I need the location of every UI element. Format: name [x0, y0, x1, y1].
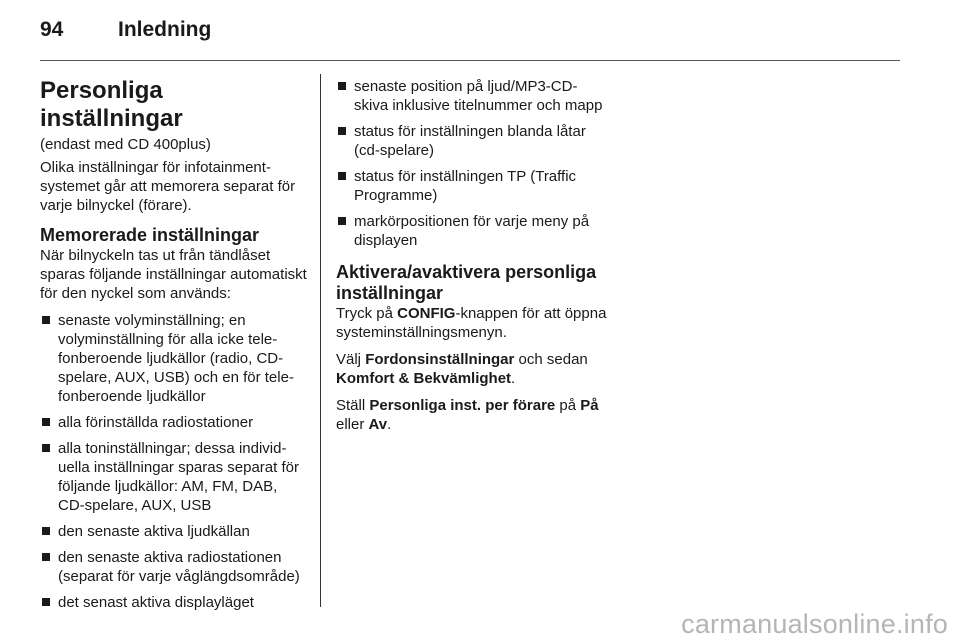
- subsection-title: Memorerade inställningar: [40, 225, 260, 245]
- option-on: På: [580, 397, 599, 414]
- list-item: den senaste aktiva ljudkällan: [40, 522, 308, 541]
- list-item: det senast aktiva displayläget: [40, 593, 308, 612]
- square-bullet-icon: [42, 444, 50, 452]
- list-item: senaste position på ljud/MP3-CD-skiva inklusive titelnummer och mapp: [336, 77, 608, 115]
- left-column: [40, 77, 308, 619]
- list-item: den senaste aktiva radiostationen (separat för varje våglängdsområde): [40, 548, 308, 586]
- section-intro: Olika inställningar för infotainmentsystemet går att memorera separat för varje bilnyckel (förare).: [40, 159, 296, 214]
- column-divider: [320, 74, 321, 607]
- square-bullet-icon: [42, 527, 50, 535]
- menu-personal-settings: Personliga inst. per förare: [369, 397, 556, 414]
- list-item: alla toninställningar; dessa individuella inställningar sparas separat för följande ljudkällor: AM, FM, DAB, CD-spelare, AUX, USB: [40, 439, 308, 515]
- page-number: 94: [40, 18, 64, 41]
- activate-subsection-title: Aktivera/avaktivera personliga inställningar: [336, 262, 597, 303]
- list-item: markörpositionen för varje meny på displayen: [336, 212, 608, 250]
- square-bullet-icon: [42, 316, 50, 324]
- section-note: (endast med CD 400plus): [40, 136, 211, 153]
- menu-vehicle-settings: Fordonsinställningar: [365, 351, 515, 368]
- list-item: alla förinställda radiostationer: [40, 413, 308, 432]
- list-item: status för inställningen TP (Traffic Programme): [336, 167, 608, 205]
- square-bullet-icon: [338, 217, 346, 225]
- section-title: Personliga inställningar: [40, 77, 183, 132]
- subsection-intro: När bilnyckeln tas ut från tändlåset sparas följande inställningar automatiskt för den nyckel som används:: [40, 247, 307, 302]
- instruction-config: Tryck på CONFIG-knappen för att öppna systeminställningsmenyn.: [336, 305, 607, 341]
- chapter-title: Inledning: [118, 18, 212, 41]
- square-bullet-icon: [42, 418, 50, 426]
- square-bullet-icon: [338, 82, 346, 90]
- middle-column: [336, 77, 608, 442]
- memorized-settings-list: [40, 311, 308, 612]
- square-bullet-icon: [338, 172, 346, 180]
- instruction-set: Ställ Personliga inst. per förare på På eller Av.: [336, 397, 599, 433]
- square-bullet-icon: [42, 598, 50, 606]
- square-bullet-icon: [42, 553, 50, 561]
- option-off: Av: [368, 416, 388, 433]
- watermark-text: carmanualsonline.info: [681, 609, 948, 639]
- instruction-select: Välj Fordonsinställningar och sedan Komfort & Bekvämlighet.: [336, 351, 588, 387]
- page-header: [40, 18, 900, 48]
- square-bullet-icon: [338, 127, 346, 135]
- memorized-settings-list-continued: [336, 77, 608, 250]
- list-item: senaste volyminställning; en volyminställning för alla icke telefonberoende ljudkällor (radio, CD-spelare, AUX, USB) och en för telefonberoende ljudkällor: [40, 311, 308, 406]
- header-rule: [40, 60, 900, 61]
- menu-comfort: Komfort & Bekvämlighet: [336, 370, 512, 387]
- config-key-label: CONFIG: [397, 305, 456, 322]
- list-item: status för inställningen blanda låtar (cd-spelare): [336, 122, 608, 160]
